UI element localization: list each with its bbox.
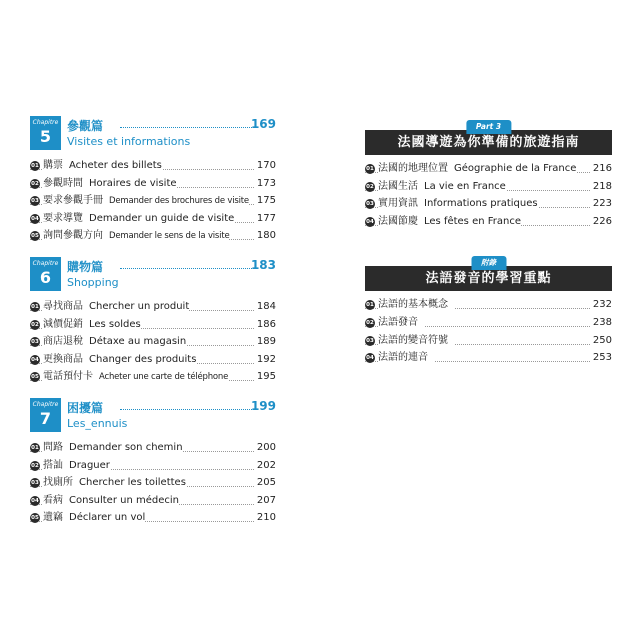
- chapter-header[interactable]: [30, 116, 276, 151]
- toc-entry[interactable]: [365, 178, 612, 196]
- entry-fr: Changer des produits: [89, 353, 197, 365]
- entry-number-badge: 02: [31, 321, 39, 328]
- entry-zh: 找廁所: [43, 477, 73, 489]
- entry-number-badge: 05: [31, 515, 39, 522]
- entry-number-badge: 02: [366, 183, 374, 190]
- toc-entry[interactable]: [365, 296, 612, 314]
- entry-page: 184: [255, 298, 276, 316]
- toc-entry[interactable]: [30, 474, 276, 492]
- entry-page: 175: [255, 192, 276, 210]
- chapter-title: 參觀篇: [67, 119, 104, 133]
- chapter-page: 199: [250, 398, 276, 413]
- chapter-header[interactable]: [30, 398, 276, 433]
- toc-entry[interactable]: [30, 509, 276, 527]
- section-banner[interactable]: [365, 254, 612, 291]
- entry-page: 207: [255, 492, 276, 510]
- entry-fr: Détaxe au magasin: [89, 336, 187, 348]
- entry-fr: Demander son chemin: [69, 441, 183, 453]
- toc-entry[interactable]: [30, 333, 276, 351]
- entry-page: 205: [255, 474, 276, 492]
- entry-fr: Chercher les toilettes: [79, 477, 186, 489]
- chapter-number: 6: [39, 267, 52, 287]
- toc-entry[interactable]: [365, 332, 612, 350]
- appendix-section: [365, 254, 612, 366]
- entry-number-badge: 04: [31, 497, 39, 504]
- entry-page: 216: [591, 160, 612, 178]
- toc-entry[interactable]: [30, 227, 276, 245]
- chapter-number-box: [30, 398, 61, 432]
- toc-entry[interactable]: [30, 210, 276, 228]
- section-tag: 附錄: [471, 256, 506, 270]
- left-toc-column: [30, 116, 276, 539]
- entry-page: 189: [255, 333, 276, 351]
- entry-page: 250: [591, 332, 612, 350]
- entry-fr: Consulter un médecin: [69, 494, 179, 506]
- chapter-word: Chapitre: [32, 259, 59, 267]
- entry-fr: Chercher un produit: [89, 300, 190, 312]
- toc-entry[interactable]: [30, 457, 276, 475]
- section-tag: Part 3: [466, 120, 511, 134]
- chapter-word: Chapitre: [32, 400, 59, 408]
- entry-zh: 購票: [43, 160, 63, 171]
- entry-zh: 法語的變音符號: [378, 334, 448, 346]
- toc-entry[interactable]: [30, 192, 276, 210]
- entry-fr: Déclarer un vol: [69, 512, 146, 524]
- toc-entry[interactable]: [365, 160, 612, 178]
- entry-zh: 減價促銷: [43, 318, 83, 330]
- entry-page: 200: [255, 439, 276, 457]
- entry-page: 223: [591, 195, 612, 213]
- entry-fr: Les fêtes en France: [424, 215, 521, 227]
- entry-number-badge: 01: [366, 166, 374, 172]
- entry-number-badge: 02: [31, 462, 39, 469]
- entry-zh: 法語的連音: [378, 352, 428, 364]
- right-toc-column: [365, 118, 612, 391]
- entry-zh: 問路: [43, 441, 63, 453]
- entry-zh: 法語發音: [378, 316, 418, 328]
- entry-fr: Demander des brochures de visite: [109, 196, 249, 207]
- entry-number-badge: 04: [31, 356, 39, 363]
- entry-zh: 詢問參觀方向: [43, 230, 103, 242]
- entry-zh: 更換商品: [43, 353, 83, 365]
- chapter-page: 169: [250, 117, 276, 131]
- entry-fr: Demander un guide de visite: [89, 212, 235, 224]
- entry-number-badge: 02: [31, 180, 39, 187]
- leader-dots: [120, 268, 252, 269]
- entry-zh: 看病: [43, 494, 63, 506]
- entry-number-badge: 01: [31, 163, 39, 169]
- entry-fr: Horaires de visite: [89, 177, 177, 189]
- toc-entry[interactable]: [365, 349, 612, 367]
- entry-page: 202: [255, 457, 276, 475]
- section-title: 法國導遊為你準備的旅遊指南: [365, 130, 612, 155]
- entry-number-badge: 04: [366, 355, 374, 362]
- entry-number-badge: 02: [366, 319, 374, 326]
- entry-number-badge: 03: [366, 201, 374, 208]
- entry-page: 210: [255, 509, 276, 527]
- entry-zh: 參觀時間: [43, 177, 83, 189]
- entry-fr: Les soldes: [89, 318, 141, 330]
- entry-zh: 要求參觀手冊: [43, 195, 103, 207]
- toc-entry[interactable]: [365, 195, 612, 213]
- entry-number-badge: 05: [31, 233, 39, 240]
- toc-entry[interactable]: [30, 368, 276, 386]
- entry-fr: Acheter des billets: [69, 160, 162, 171]
- leader-dots: [120, 409, 252, 410]
- entry-zh: 遺竊: [43, 512, 63, 524]
- chapter-subtitle: Visites et informations: [67, 135, 191, 148]
- entry-page: 226: [591, 213, 612, 231]
- chapter-title: 購物篇: [67, 259, 104, 274]
- entry-page: 232: [591, 296, 612, 314]
- entry-fr: La vie en France: [424, 180, 506, 192]
- chapter-header[interactable]: [30, 257, 276, 292]
- chapter-word: Chapitre: [32, 119, 59, 126]
- entry-zh: 要求導覽: [43, 212, 83, 224]
- chapter-page: 183: [250, 257, 276, 272]
- entry-number-badge: 01: [366, 302, 374, 309]
- entry-zh: 法語的基本概念: [378, 299, 448, 311]
- chapter-number-box: [30, 116, 61, 150]
- chapter-5: [30, 116, 276, 245]
- chapter-number: 5: [39, 127, 52, 146]
- toc-entry[interactable]: [365, 213, 612, 231]
- entry-page: 195: [255, 368, 276, 386]
- leader-dots: [120, 127, 252, 128]
- entry-zh: 商店退稅: [43, 336, 83, 348]
- entry-number-badge: 01: [31, 444, 39, 451]
- entry-fr: Draguer: [69, 459, 110, 471]
- entry-number-badge: 04: [31, 215, 39, 222]
- entry-number-badge: 03: [31, 480, 39, 487]
- toc-entry[interactable]: [30, 157, 276, 175]
- entry-zh: 搭訕: [43, 459, 63, 471]
- toc-entry[interactable]: [30, 316, 276, 334]
- toc-entry[interactable]: [30, 492, 276, 510]
- entry-zh: 實用資訊: [378, 198, 418, 210]
- entry-page: 173: [255, 175, 276, 193]
- entry-zh: 尋找商品: [43, 300, 83, 312]
- entry-zh: 法國生活: [378, 180, 418, 192]
- part-3-section: [365, 118, 612, 230]
- toc-entry[interactable]: [30, 439, 276, 457]
- entry-page: 180: [255, 227, 276, 245]
- toc-entry[interactable]: [30, 351, 276, 369]
- entry-page: 177: [255, 210, 276, 228]
- entry-number-badge: 03: [366, 337, 374, 344]
- entry-page: 218: [591, 178, 612, 196]
- entry-fr: Acheter une carte de téléphone: [99, 372, 229, 383]
- entry-number-badge: 04: [366, 218, 374, 225]
- chapter-number-box: [30, 257, 61, 291]
- entry-number-badge: 05: [31, 374, 39, 381]
- entry-fr: Géographie de la France: [454, 163, 577, 174]
- toc-entry[interactable]: [365, 314, 612, 332]
- entry-number-badge: 03: [31, 198, 39, 205]
- entry-page: 253: [591, 349, 612, 367]
- chapter-7: [30, 398, 276, 527]
- chapter-6: [30, 257, 276, 386]
- toc-entry[interactable]: [30, 175, 276, 193]
- entry-zh: 法國的地理位置: [378, 163, 448, 174]
- chapter-number: 7: [39, 408, 52, 428]
- entry-page: 186: [255, 316, 276, 334]
- entry-number-badge: 03: [31, 339, 39, 346]
- entry-fr: Demander le sens de la visite: [109, 231, 230, 242]
- entry-page: 238: [591, 314, 612, 332]
- entry-fr: Informations pratiques: [424, 198, 538, 210]
- entry-zh: 電話預付卡: [43, 371, 93, 383]
- entry-zh: 法國節慶: [378, 215, 418, 227]
- entry-page: 170: [255, 157, 276, 175]
- entry-page: 192: [255, 351, 276, 369]
- toc-entry[interactable]: [30, 298, 276, 316]
- chapter-title: 困擾篇: [67, 400, 104, 415]
- chapter-subtitle: Shopping: [67, 275, 119, 289]
- section-banner[interactable]: [365, 118, 612, 155]
- chapter-subtitle: Les_ennuis: [67, 416, 128, 430]
- section-title: 法語發音的學習重點: [365, 266, 612, 291]
- entry-number-badge: 01: [31, 303, 39, 310]
